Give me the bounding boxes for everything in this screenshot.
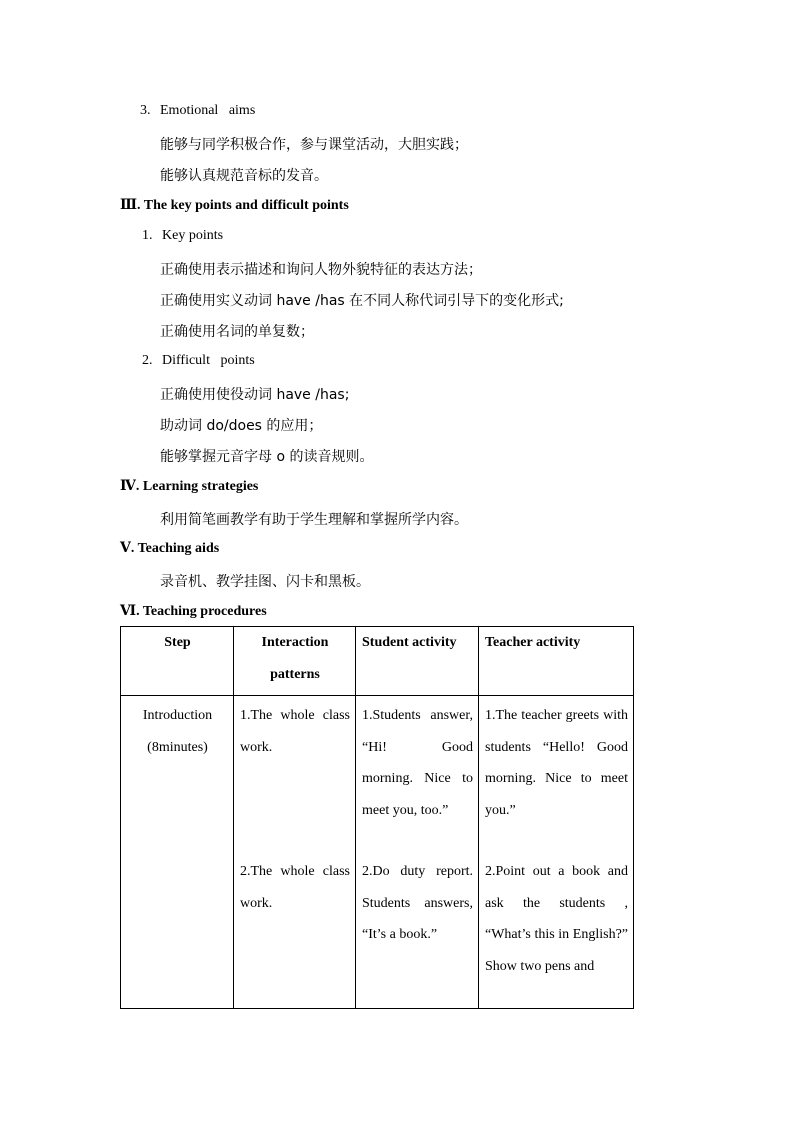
student-activity-item-2: 2.Do duty report. Students answers, “It’s a book.”	[362, 864, 473, 942]
learning-strategies-line-1: 利用简笔画教学有助于学生理解和掌握所学内容。	[160, 512, 468, 528]
key-points-title: Key points	[162, 228, 224, 243]
emotional-aims-line-1: 能够与同学积极合作，参与课堂活动，大胆实践；	[160, 137, 468, 153]
header-teacher-activity: Teacher activity	[479, 627, 634, 696]
emotional-aims-heading	[140, 103, 255, 119]
difficult-points-line-1: 正确使用使役动词 have /has;	[160, 387, 350, 403]
header-step: Step	[121, 627, 234, 696]
interaction-item-2: 2.The whole class work.	[240, 864, 350, 911]
key-points-number: 1.	[142, 228, 153, 243]
difficult-points-heading	[142, 353, 255, 369]
student-activity-item-1: 1.Students answer, “Hi! Good morning. Nice to meet you, too.”	[362, 708, 473, 818]
table-row	[121, 696, 634, 1009]
difficult-points-line-3: 能够掌握元音字母 o 的读音规则。	[160, 449, 374, 465]
student-activity-cell	[356, 696, 479, 1009]
key-points-line-1: 正确使用表示描述和询问人物外貌特征的表达方法；	[160, 262, 482, 278]
key-points-line-2: 正确使用实义动词 have /has 在不同人称代词引导下的变化形式;	[160, 293, 564, 309]
emotional-aims-line-2: 能够认真规范音标的发音。	[160, 168, 328, 184]
header-interaction-patterns: Interaction patterns	[234, 627, 356, 696]
key-points-line-3: 正确使用名词的单复数；	[160, 324, 314, 340]
teaching-aids-line-1: 录音机、教学挂图、闪卡和黑板。	[160, 574, 370, 590]
emotional-aims-number: 3.	[140, 103, 151, 118]
interaction-item-1: 1.The whole class work.	[240, 708, 350, 755]
step-cell	[121, 696, 234, 1009]
difficult-points-title: Difficult points	[162, 353, 255, 368]
section-6-heading: Ⅵ. Teaching procedures	[120, 604, 267, 619]
header-student-activity: Student activity	[356, 627, 479, 696]
key-points-heading	[142, 228, 223, 244]
difficult-points-line-2: 助动词 do/does 的应用；	[160, 418, 323, 434]
teaching-procedures-table	[120, 626, 634, 1009]
teacher-activity-item-1: 1.The teacher greets with students “Hello! Good morning. Nice to meet you.”	[485, 708, 628, 818]
difficult-points-number: 2.	[142, 353, 153, 368]
section-3-heading: Ⅲ. The key points and difficult points	[120, 198, 349, 213]
emotional-aims-title: Emotional aims	[160, 103, 256, 118]
section-5-heading: Ⅴ. Teaching aids	[120, 541, 220, 556]
table-header-row	[121, 627, 634, 696]
step-label: Introduction (8minutes)	[142, 708, 213, 755]
teacher-activity-item-2: 2.Point out a book and ask the students , “What’s this in English?” Show two pens and	[485, 864, 628, 974]
section-4-heading: Ⅳ. Learning strategies	[120, 479, 259, 494]
teacher-activity-cell	[479, 696, 634, 1009]
interaction-cell	[234, 696, 356, 1009]
